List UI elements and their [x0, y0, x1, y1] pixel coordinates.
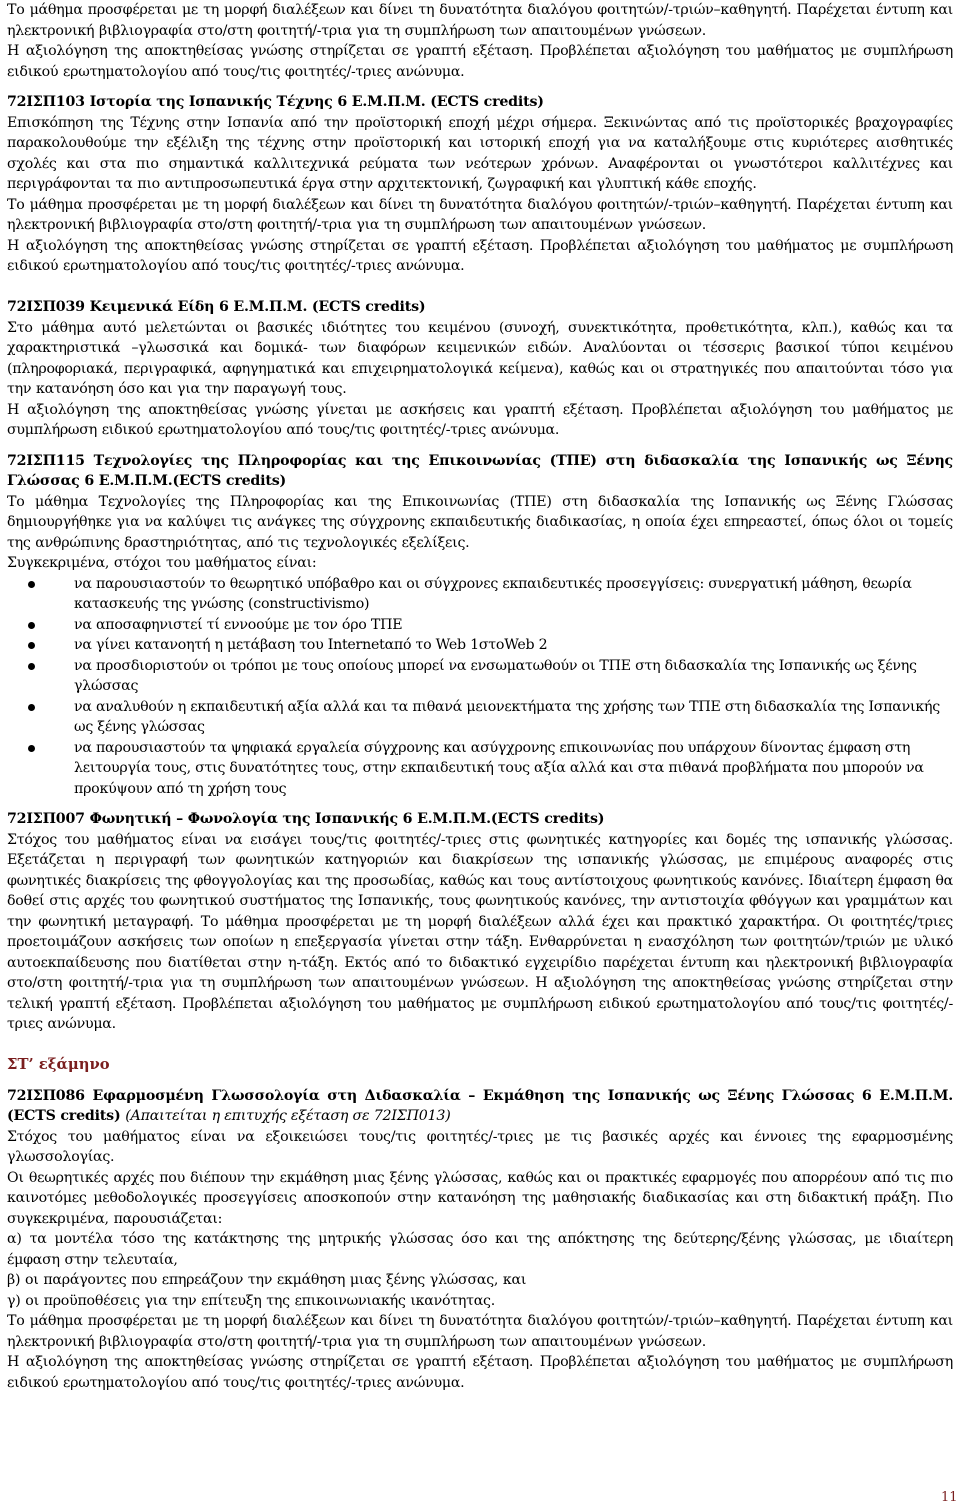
list-item-text: να αποσαφηνιστεί τί εννοούμε με τον όρο ΤΠΕ [74, 616, 403, 633]
document-page [7, 0, 953, 1393]
course-applied-paragraph-2: Οι θεωρητικές αρχές που διέπουν την εκμάθηση μιας ξένης γλώσσας, καθώς και οι πρακτικές εφαρμογές που απορρέουν από τις πιο καινοτόμες μεθοδολογικές προσεγγίσεις αποσκοπούν στην κατανόηση της μαθησιακής διαδικασίας και στη διδακτική πράξη. Πιο συγκεκριμένα, παρουσιάζεται: [7, 1169, 953, 1227]
course-title-phonetics: 72ΙΣΠ007 Φωνητική – Φωνολογία της Ισπανικής 6 Ε.Μ.Π.Μ.(ECTS credits) [7, 811, 605, 827]
list-item [7, 738, 953, 800]
course-title-text-genres: 72ΙΣΠ039 Κειμενικά Είδη 6 Ε.Μ.Π.Μ. (ECTS credits) [7, 299, 426, 315]
semester-heading: ΣΤ’ εξάμηνο [7, 1056, 110, 1073]
list-item [7, 635, 953, 656]
course-phonetics-paragraph-1: Στόχος του μαθήματος είναι να εισάγει τους/τις φοιτητές/-τριες στις φωνητικές κατηγορίες και δομές της ισπανικής γλώσσας. Εξετάζεται η περιγραφή των φωνητικών κατηγοριών και διακρίσεων της ισπανικής γλώσσας, με επιμέρους αναφορές στις φωνητικές διακρίσεις της φθογγολογίας και της προσωδίας, καθώς και τους αντίστοιχους φωνητικούς κανόνες. Ιδιαίτερη έμφαση θα δοθεί στις αρχές του φωνητικού συστήματος της Ισπανικής, τους φωνητικούς κανόνες, την αντιστοιχία φθόγγων και γραμμάτων και την φωνητική μεταγραφή. Το μάθημα προσφέρεται με τη μορφή διαλέξεων αλλά έχει και πρακτικό χαρακτήρα. Οι φοιτητές/τριες προετοιμάζουν ασκήσεις των οποίων η επεξεργασία γίνεται στην τάξη. Ενθαρρύνεται η ενασχόληση των φοιτητών/τριών με υλικό αυτοεκπαίδευσης που διατίθεται στην η-τάξη. Εκτός από το διδακτικό εγχειρίδιο παρέχεται έντυπη και ηλεκτρονική βιβλιογραφία στο/στη φοιτητή/-τρια για τη συμπλήρωση των απαιτουμένων γνώσεων. Η αξιολόγηση της αποκτηθείσας γνώσης στηρίζεται στην τελική γραπτή εξέταση. Προβλέπεται αξιολόγηση του μαθήματος με συμπλήρωση ειδικού ερωτηματολογίου από τους/τις φοιτητές/-τριες ανώνυμα. [7, 831, 953, 1032]
course-art-history-paragraph-2: Το μάθημα προσφέρεται με τη μορφή διαλέξεων και δίνει τη δυνατότητα διαλόγου φοιτητών/-τριών–καθηγητή. Παρέχεται έντυπη και ηλεκτρονική βιβλιογραφία στο/στη φοιτητή/-τρια για τη συμπλήρωση των απαιτουμένων γνώσεων. [7, 196, 953, 233]
course-title-ict: 72ΙΣΠ115 Τεχνολογίες της Πληροφορίας και της Επικοινωνίας (ΤΠΕ) στη διδασκαλία της Ισπανικής ως Ξένης Γλώσσας 6 Ε.Μ.Π.Μ.(ECTS credits) [7, 452, 953, 489]
course-art-history-paragraph-1: Επισκόπηση της Τέχνης στην Ισπανία από την προϊστορική εποχή μέχρι σήμερα. Ξεκινώντας από τις προϊστορικές βραχογραφίες παρακολουθούμε την εξέλιξη της τέχνης στην προϊστορική και ιστορική εποχή για να καταλήξουμε στις κυριότερες αισθητικές σχολές και στα πιο σημαντικά καλλιτεχνικά ρεύματα των νεότερων χρόνων. Αναφέρονται οι γνωστότεροι καλλιτέχνες και περιγράφονται τα πιο αντιπροσωπευτικά έργα στην αρχιτεκτονική, ζωγραφική και γλυπτική κάθε εποχής. [7, 114, 953, 192]
course-ict-goals-list [7, 574, 953, 800]
intro-paragraph-1: Το μάθημα προσφέρεται με τη μορφή διαλέξεων και δίνει τη δυνατότητα διαλόγου φοιτητών/-τριών–καθηγητή. Παρέχεται έντυπη και ηλεκτρονική βιβλιογραφία στο/στη φοιτητή/-τρια για τη συμπλήρωση των απαιτουμένων γνώσεων. [7, 2, 953, 39]
course-title-applied-linguistics [7, 1086, 953, 1127]
list-item-text: να προσδιοριστούν οι τρόποι με τους οποίους μπορεί να ενσωματωθούν οι ΤΠΕ στη διδασκαλία της Ισπανικής ως ξένης γλώσσας [74, 657, 917, 694]
course-applied-item-c: γ) οι προϋποθέσεις για την επίτευξη της επικοινωνιακής ικανότητας. [7, 1292, 495, 1309]
list-item [7, 615, 953, 636]
course-title-art-history: 72ΙΣΠ103 Ιστορία της Ισπανικής Τέχνης 6 Ε.Μ.Π.Μ. (ECTS credits) [7, 94, 544, 110]
course-ict-paragraph-2: Συγκεκριμένα, στόχοι του μαθήματος είναι: [7, 555, 317, 571]
list-item-text: να παρουσιαστούν τα ψηφιακά εργαλεία σύγχρονης και ασύγχρονης επικοινωνίας που υπάρχουν δίνοντας έμφαση στη λειτουργία τους, στις δυνατότητες τους, στην εκπαιδευτική τους αξία αλλά και στα πιθανά προβλήματα που μπορούν να προκύψουν από τη χρήση τους [74, 739, 924, 797]
bullet-icon [28, 622, 35, 629]
course-applied-paragraph-4: Η αξιολόγηση της αποκτηθείσας γνώσης στηρίζεται σε γραπτή εξέταση. Προβλέπεται αξιολόγηση του μαθήματος με συμπλήρωση ειδικού ερωτηματολογίου από τους/τις φοιτητές/-τριες ανώνυμα. [7, 1354, 953, 1391]
list-item-text: να παρουσιαστούν το θεωρητικό υπόβαθρο και οι σύγχρονες εκπαιδευτικές προσεγγίσεις: συνεργατική μάθηση, θεωρία κατασκευής της γνώσης (constructivismo) [74, 575, 912, 612]
course-applied-paragraph-3: Το μάθημα προσφέρεται με τη μορφή διαλέξεων και δίνει τη δυνατότητα διαλόγου φοιτητών/-τριών–καθηγητή. Παρέχεται έντυπη και ηλεκτρονική βιβλιογραφία στο/στη φοιτητή/-τρια για τη συμπλήρωση των απαιτουμένων γνώσεων. [7, 1313, 953, 1350]
course-applied-item-b: β) οι παράγοντες που επηρεάζουν την εκμάθηση μιας ξένης γλώσσας, και [7, 1272, 527, 1288]
course-prerequisite-note: (Απαιτείται η επιτυχής εξέταση σε 72ΙΣΠ013) [125, 1108, 451, 1124]
bullet-icon [28, 663, 35, 670]
course-text-genres-paragraph-1: Στο μάθημα αυτό μελετώνται οι βασικές ιδιότητες του κειμένου (συνοχή, συνεκτικότητα, προθετικότητα, κλπ.), καθώς και τα χαρακτηριστικά –γλωσσικά και δομικά- των διαφόρων κειμενικών ειδών. Αναλύονται οι τέσσερις βασικοί τύποι κειμένου (πληροφοριακά, περιγραφικά, αφηγηματικά και επιχειρηματολογικά κείμενα), καθώς και οι στρατηγικές που απαιτούνται τόσο για την κατανόηση όσο και για την παραγωγή τους. [7, 319, 953, 397]
course-title-text: 72ΙΣΠ086 Εφαρμοσμένη Γλωσσολογία στη Διδασκαλία – Εκμάθηση της Ισπανικής ως Ξένης Γλώσσας 6 Ε.Μ.Π.Μ.(ECTS credits) [7, 1087, 953, 1124]
bullet-icon [28, 642, 35, 649]
course-applied-paragraph-1: Στόχος του μαθήματος είναι να εξοικειώσει τους/τις φοιτητές/-τριες με τις βασικές αρχές και έννοιες της εφαρμοσμένης γλωσσολογίας. [7, 1128, 953, 1165]
page-number: 11 [941, 1490, 958, 1505]
bullet-icon [28, 704, 35, 711]
course-applied-item-a: α) τα μοντέλα τόσο της κατάκτησης της μητρικής γλώσσας όσο και της απόκτησης της δεύτερης/ξένης γλώσσας, με ιδιαίτερη έμφαση στην τελευταία, [7, 1231, 953, 1268]
course-ict-paragraph-1: Το μάθημα Τεχνολογίες της Πληροφορίας και της Επικοινωνίας (ΤΠΕ) στη διδασκαλία της Ισπανικής ως Ξένης Γλώσσας δημιουργήθηκε για να καλύψει τις ανάγκες της σύγχρονης εκπαιδευτικής διαδικασίας, η οποία έχει επηρεαστεί, όπως όλοι οι τομείς της ανθρώπινης δραστηριότητας, από τις τεχνολογικές εξελίξεις. [7, 493, 953, 551]
bullet-icon [28, 745, 35, 752]
bullet-icon [28, 581, 35, 588]
list-item-text: να αναλυθούν η εκπαιδευτική αξία αλλά και τα πιθανά μειονεκτήματα της χρήσης των ΤΠΕ στη διδασκαλία της Ισπανικής ως ξένης γλώσσας [74, 698, 940, 735]
course-art-history-paragraph-3: Η αξιολόγηση της αποκτηθείσας γνώσης στηρίζεται σε γραπτή εξέταση. Προβλέπεται αξιολόγηση του μαθήματος με συμπλήρωση ειδικού ερωτηματολογίου από τους/τις φοιτητές/-τριες ανώνυμα. [7, 237, 953, 274]
intro-paragraph-2: Η αξιολόγηση της αποκτηθείσας γνώσης στηρίζεται σε γραπτή εξέταση. Προβλέπεται αξιολόγηση του μαθήματος με συμπλήρωση ειδικού ερωτηματολογίου από τους/τις φοιτητές/-τριες ανώνυμα. [7, 43, 953, 80]
list-item [7, 656, 953, 697]
list-item-text: να γίνει κατανοητή η μετάβαση του Internetαπό το Web 1στοWeb 2 [74, 637, 548, 653]
list-item [7, 574, 953, 615]
course-text-genres-paragraph-2: Η αξιολόγηση της αποκτηθείσας γνώσης γίνεται με ασκήσεις και γραπτή εξέταση. Προβλέπεται αξιολόγηση του μαθήματος με συμπλήρωση ειδικού ερωτηματολογίου από τους/τις φοιτητές/-τριες ανώνυμα. [7, 401, 953, 438]
list-item [7, 697, 953, 738]
